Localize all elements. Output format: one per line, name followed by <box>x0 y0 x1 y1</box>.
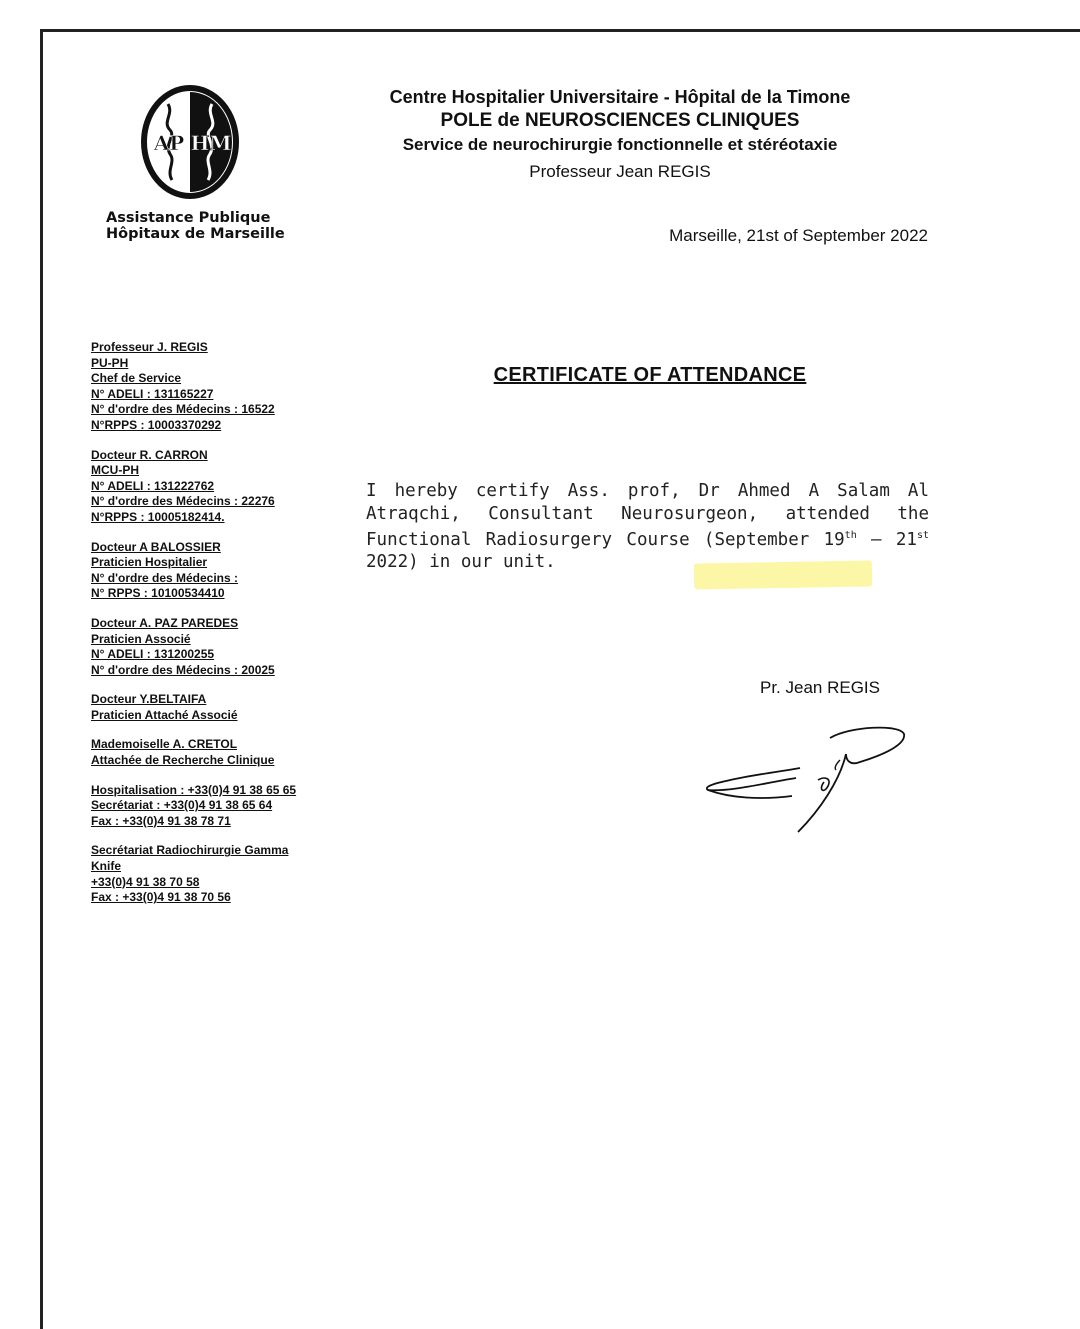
logo-caption <box>106 210 286 242</box>
staff-line: MCU-PH <box>91 463 139 478</box>
certificate-body <box>366 480 929 574</box>
staff-block <box>91 540 341 602</box>
staff-line: Chef de Service <box>91 371 182 386</box>
staff-line: Fax : +33(0)4 91 38 70 56 <box>91 890 231 905</box>
place-date: Marseille, 21st of September 2022 <box>669 226 928 245</box>
staff-line: Docteur Y.BELTAIFA <box>91 692 207 707</box>
svg-text:HM: HM <box>190 131 232 155</box>
signer-name: Pr. Jean REGIS <box>760 678 880 697</box>
staff-line: PU-PH <box>91 355 129 370</box>
staff-line: Knife <box>91 859 121 874</box>
head-professor: Professeur Jean REGIS <box>529 162 711 181</box>
staff-line: N°RPPS : 10005182414. <box>91 509 225 524</box>
staff-block <box>91 448 341 526</box>
staff-line: Praticien Hospitalier <box>91 555 208 570</box>
staff-line: N° d'ordre des Médecins : 20025 <box>91 662 275 677</box>
staff-line: Praticien Associé <box>91 631 191 646</box>
body-text-part1: I hereby certify Ass. prof, Dr Ahmed A Salam Al Atraqchi, Consultant Neurosurgeon, attended the Functional Radiosurgery Course (September 19 <box>366 481 929 550</box>
staff-line: Hospitalisation : +33(0)4 91 38 65 65 <box>91 782 297 797</box>
staff-line: N° d'ordre des Médecins : <box>91 570 239 585</box>
staff-line: N° ADELI : 131200255 <box>91 647 215 662</box>
staff-line: N° d'ordre des Médecins : 16522 <box>91 402 275 417</box>
staff-line: N° d'ordre des Médecins : 22276 <box>91 494 275 509</box>
staff-line: +33(0)4 91 38 70 58 <box>91 874 200 889</box>
body-text-part3: 2022) in our unit. <box>366 552 556 573</box>
staff-line: Docteur A. PAZ PAREDES <box>91 615 239 630</box>
staff-block <box>91 616 341 678</box>
svg-text:AP: AP <box>153 131 185 155</box>
staff-line: N° ADELI : 131222762 <box>91 478 215 493</box>
staff-line: Fax : +33(0)4 91 38 78 71 <box>91 813 231 828</box>
staff-block <box>91 692 341 723</box>
staff-block <box>91 843 341 905</box>
staff-line: Praticien Attaché Associé <box>91 707 238 722</box>
logo-caption-line1: Assistance Publique <box>106 210 271 226</box>
staff-line: N°RPPS : 10003370292 <box>91 417 222 432</box>
certificate-title: CERTIFICATE OF ATTENDANCE <box>493 364 807 386</box>
handwritten-signature <box>700 720 910 835</box>
letterhead <box>340 86 900 187</box>
department-name: POLE de NEUROSCIENCES CLINIQUES <box>440 110 800 131</box>
hospital-name: Centre Hospitalier Universitaire - Hôpital de la Timone <box>389 87 851 107</box>
staff-line: N° RPPS : 10100534410 <box>91 586 225 601</box>
staff-line: Mademoiselle A. CRETOL <box>91 737 238 752</box>
staff-line: N° ADELI : 131165227 <box>91 386 214 401</box>
staff-block <box>91 737 341 768</box>
body-text-part2: – 21 <box>856 529 917 550</box>
staff-line: Docteur R. CARRON <box>91 447 208 462</box>
body-superscript-st: st <box>916 530 929 541</box>
staff-block <box>91 783 341 830</box>
logo-caption-line2: Hôpitaux de Marseille <box>106 226 285 242</box>
staff-line: Professeur J. REGIS <box>91 340 208 354</box>
staff-line: Secrétariat : +33(0)4 91 38 65 64 <box>91 798 273 813</box>
aphm-logo <box>140 84 240 200</box>
staff-line: Attachée de Recherche Clinique <box>91 753 275 768</box>
staff-list <box>91 340 341 920</box>
staff-line: Docteur A BALOSSIER <box>91 539 221 554</box>
body-superscript-th: th <box>844 530 857 541</box>
service-name: Service de neurochirurgie fonctionnelle et stéréotaxie <box>402 135 838 154</box>
staff-block <box>91 340 341 434</box>
staff-line: Secrétariat Radiochirurgie Gamma <box>91 843 289 858</box>
